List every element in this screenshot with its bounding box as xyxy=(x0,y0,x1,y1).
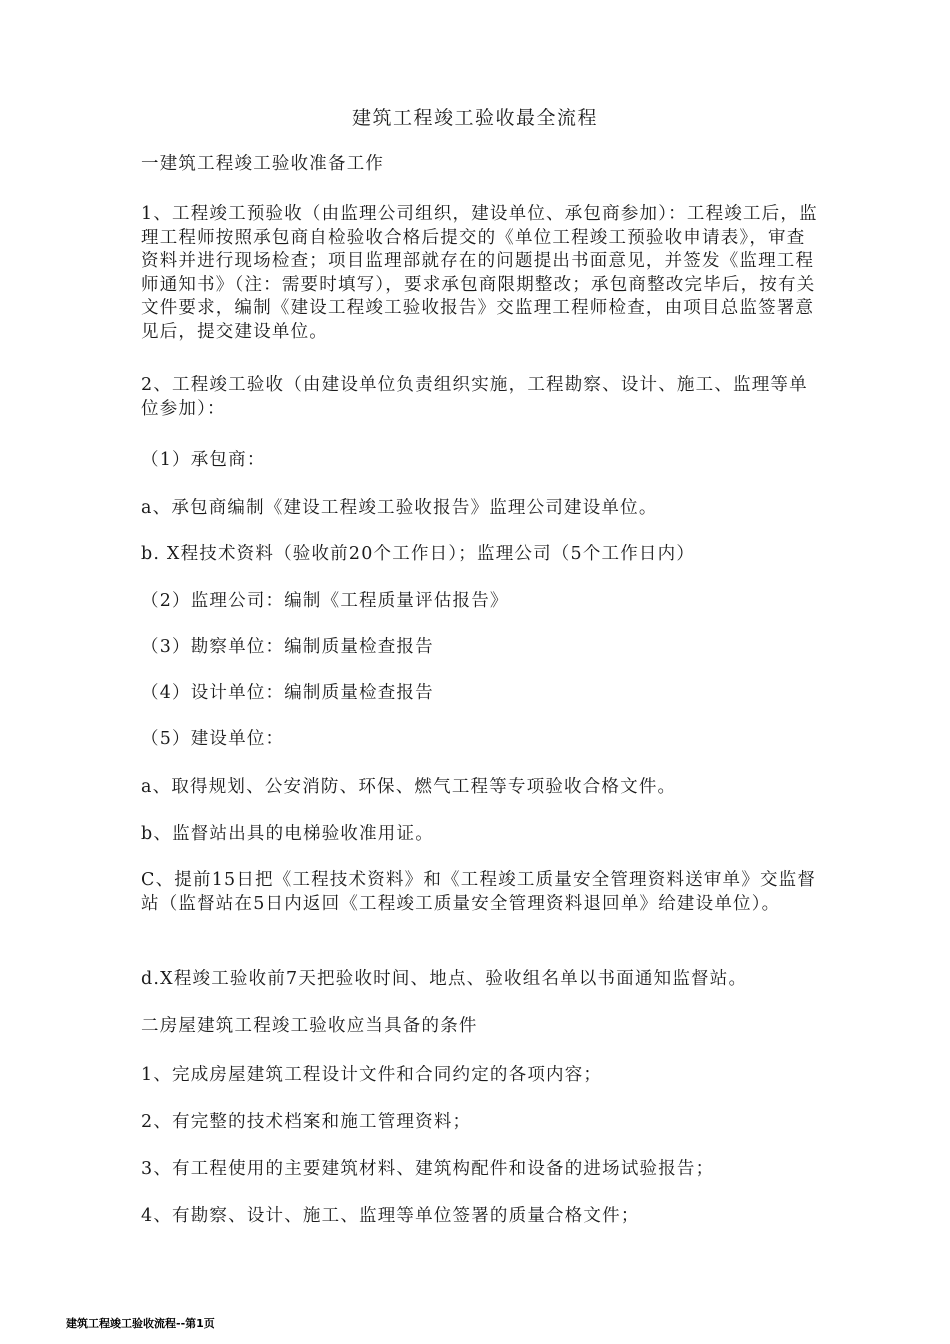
page-title: 建筑工程竣工验收最全流程 xyxy=(351,107,598,129)
list-item-design: （4）设计单位：编制质量检查报告 xyxy=(141,683,434,703)
list-item-owner-b: b、监督站出具的电梯验收准用证。 xyxy=(141,824,434,844)
page-footer: 建筑工程竣工验收流程--第1页 xyxy=(66,1317,215,1330)
list-item-survey: （3）勘察单位：编制质量检查报告 xyxy=(141,637,434,657)
list-item-owner-d: d.X程竣工验收前7天把验收时间、地点、验收组名单以书面通知监督站。 xyxy=(141,969,748,989)
list-item-owner-a: a、取得规划、公安消防、环保、燃气工程等专项验收合格文件。 xyxy=(141,777,677,797)
list-item-contractor-a: a、承包商编制《建设工程竣工验收报告》监理公司建设单位。 xyxy=(141,498,658,518)
condition-item-4: 4、有勘察、设计、施工、监理等单位签署的质量合格文件； xyxy=(141,1206,640,1226)
paragraph-acceptance: 2、工程竣工验收（由建设单位负责组织实施，工程勘察、设计、施工、监理等单位参加）： xyxy=(141,375,808,419)
list-item-supervisor: （2）监理公司：编制《工程质量评估报告》 xyxy=(141,591,509,611)
section-heading-1: 一建筑工程竣工验收准备工作 xyxy=(141,154,385,174)
list-item-owner: （5）建设单位： xyxy=(141,729,285,749)
list-item-owner-c: C、提前15日把《工程技术资料》和《工程竣工质量安全管理资料送审单》交监督站（监督站在5日内返回《工程竣工质量安全管理资料退回单》给建设单位）。 xyxy=(141,870,817,914)
section-heading-2: 二房屋建筑工程竣工验收应当具备的条件 xyxy=(141,1016,478,1036)
condition-item-2: 2、有完整的技术档案和施工管理资料； xyxy=(141,1112,472,1132)
condition-item-3: 3、有工程使用的主要建筑材料、建筑构配件和设备的进场试验报告； xyxy=(141,1159,715,1179)
paragraph-pre-acceptance: 1、工程竣工预验收（由监理公司组织，建设单位、承包商参加）：工程竣工后，监理工程师按照承包商自检验收合格后提交的《单位工程竣工预验收申请表》，审查资料并进行现场检查；项目监理部就存在的问题提出书面意见，并签发《监理工程师通知书》（注：需要时填写），要求承包商限期整改；承包商整改完毕后，按有关文件要求，编制《建设工程竣工验收报告》交监理工程师检查，由项目总监签署意见后，提交建设单位。 xyxy=(141,204,818,342)
list-item-contractor-b: b. X程技术资料（验收前20个工作日）；监理公司（5个工作日内） xyxy=(141,544,696,564)
list-item-contractor: （1）承包商： xyxy=(141,450,266,470)
condition-item-1: 1、完成房屋建筑工程设计文件和合同约定的各项内容； xyxy=(141,1065,603,1085)
